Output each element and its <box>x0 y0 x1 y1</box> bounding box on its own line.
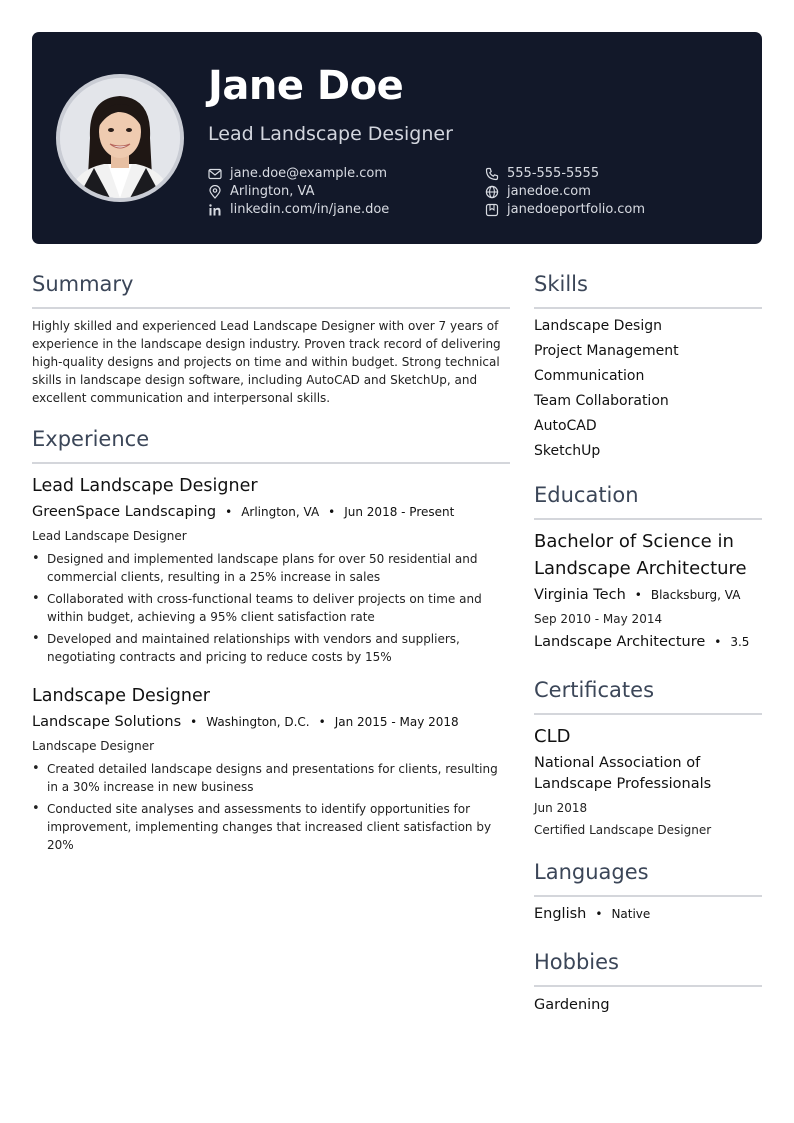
separator-dot: • <box>318 715 326 729</box>
job-role: Lead Landscape Designer <box>32 529 187 543</box>
job-location: Washington, D.C. <box>206 715 310 729</box>
hobbies-divider <box>534 985 762 987</box>
education-divider <box>534 518 762 520</box>
resume-header <box>32 32 762 244</box>
contact-linkedin[interactable] <box>208 201 389 219</box>
summary-divider <box>32 307 510 309</box>
education-heading: Education <box>534 483 639 507</box>
contact-linkedin-text: linkedin.com/in/jane.doe <box>230 202 390 217</box>
education-gpa: 3.5 <box>730 635 750 649</box>
skills-list <box>534 314 679 464</box>
job-bullets <box>32 760 502 858</box>
list-item: • Created detailed landscape designs and presentations for clients, resulting in a 30% increase in new business <box>32 760 502 796</box>
job-bullets <box>32 550 502 670</box>
education-meta <box>534 587 740 603</box>
job-company: Landscape Solutions <box>32 714 182 730</box>
list-item: Landscape Design <box>534 318 662 334</box>
separator-dot: • <box>595 907 603 921</box>
job-dates: Jan 2015 - May 2018 <box>334 715 459 729</box>
list-item: AutoCAD <box>534 418 597 434</box>
job-role: Landscape Designer <box>32 739 155 753</box>
contact-email-text: jane.doe@example.com <box>230 166 388 181</box>
job-dates: Jun 2018 - Present <box>344 505 455 519</box>
job-location: Arlington, VA <box>241 505 320 519</box>
separator-dot: • <box>190 715 198 729</box>
contact-portfolio[interactable] <box>485 201 645 219</box>
contact-phone[interactable] <box>485 165 599 183</box>
experience-heading: Experience <box>32 427 150 451</box>
summary-text: Highly skilled and experienced Lead Landscape Designer with over 7 years of experience in the landscape design industry. Proven track record of delivering high-quality designs and projects on time and within budget. Strong technical skills in landscape design software, including AutoCAD and SketchUp, and excellent communication and interpersonal skills. <box>32 319 501 405</box>
contact-location-text: Arlington, VA <box>230 184 315 199</box>
languages-heading: Languages <box>534 860 649 884</box>
education-field-meta <box>534 634 749 650</box>
phone-icon <box>485 167 499 181</box>
summary-heading: Summary <box>32 272 134 296</box>
education-school: Virginia Tech <box>534 587 626 603</box>
mail-icon <box>208 167 222 181</box>
hobbies-heading: Hobbies <box>534 950 619 974</box>
separator-dot: • <box>328 505 336 519</box>
portfolio-icon <box>485 203 499 217</box>
education-degree: Bachelor of Science in Landscape Architecture <box>534 531 747 579</box>
certificates-heading: Certificates <box>534 678 655 702</box>
job-company: GreenSpace Landscaping <box>32 504 217 520</box>
languages-divider <box>534 895 762 897</box>
separator-dot: • <box>634 588 642 602</box>
list-item: Communication <box>534 368 645 384</box>
experience-divider <box>32 462 510 464</box>
list-item: • Conducted site analyses and assessments to identify opportunities for improvement, implementing changes that increased client satisfaction by 20% <box>32 800 502 854</box>
contact-email[interactable] <box>208 165 387 183</box>
education-location: Blacksburg, VA <box>650 588 741 602</box>
map-pin-icon <box>208 185 222 199</box>
skills-divider <box>534 307 762 309</box>
skills-heading: Skills <box>534 272 588 296</box>
list-item: • Designed and implemented landscape plans for over 50 residential and commercial clients, resulting in a 25% increase in sales <box>32 550 502 586</box>
certificates-divider <box>534 713 762 715</box>
certificate-issuer: National Association of Landscape Professionals <box>534 755 712 792</box>
contact-location <box>208 183 314 201</box>
separator-dot: • <box>225 505 233 519</box>
job-meta <box>32 714 459 730</box>
language-level: Native <box>611 907 651 921</box>
hobby-item: Gardening <box>534 997 610 1013</box>
list-item: • Collaborated with cross-functional teams to deliver projects on time and within budget, achieving a 95% client satisfaction rate <box>32 590 502 626</box>
certificate-date: Jun 2018 <box>534 801 588 815</box>
contact-phone-text: 555-555-5555 <box>507 166 600 181</box>
education-dates: Sep 2010 - May 2014 <box>534 612 663 626</box>
contact-portfolio-text: janedoeportfolio.com <box>507 202 646 217</box>
certificate-name: CLD <box>534 726 571 747</box>
candidate-name: Jane Doe <box>208 63 404 109</box>
language-name: English <box>534 906 587 922</box>
education-field: Landscape Architecture <box>534 634 706 650</box>
job-meta <box>32 504 454 520</box>
contact-website[interactable] <box>485 183 591 201</box>
profile-photo <box>60 78 180 198</box>
avatar <box>56 74 184 202</box>
list-item: SketchUp <box>534 443 601 459</box>
job-title: Lead Landscape Designer <box>32 476 258 496</box>
candidate-title: Lead Landscape Designer <box>208 123 453 145</box>
globe-icon <box>485 185 499 199</box>
list-item: Project Management <box>534 343 679 359</box>
separator-dot: • <box>714 635 722 649</box>
linkedin-icon <box>208 203 222 217</box>
certificate-description: Certified Landscape Designer <box>534 823 712 837</box>
list-item: Team Collaboration <box>534 393 669 409</box>
job-title: Landscape Designer <box>32 686 210 706</box>
contact-website-text: janedoe.com <box>507 184 591 199</box>
language-entry <box>534 906 650 922</box>
list-item: • Developed and maintained relationships with vendors and suppliers, negotiating contracts and pricing to reduce costs by 15% <box>32 630 502 666</box>
